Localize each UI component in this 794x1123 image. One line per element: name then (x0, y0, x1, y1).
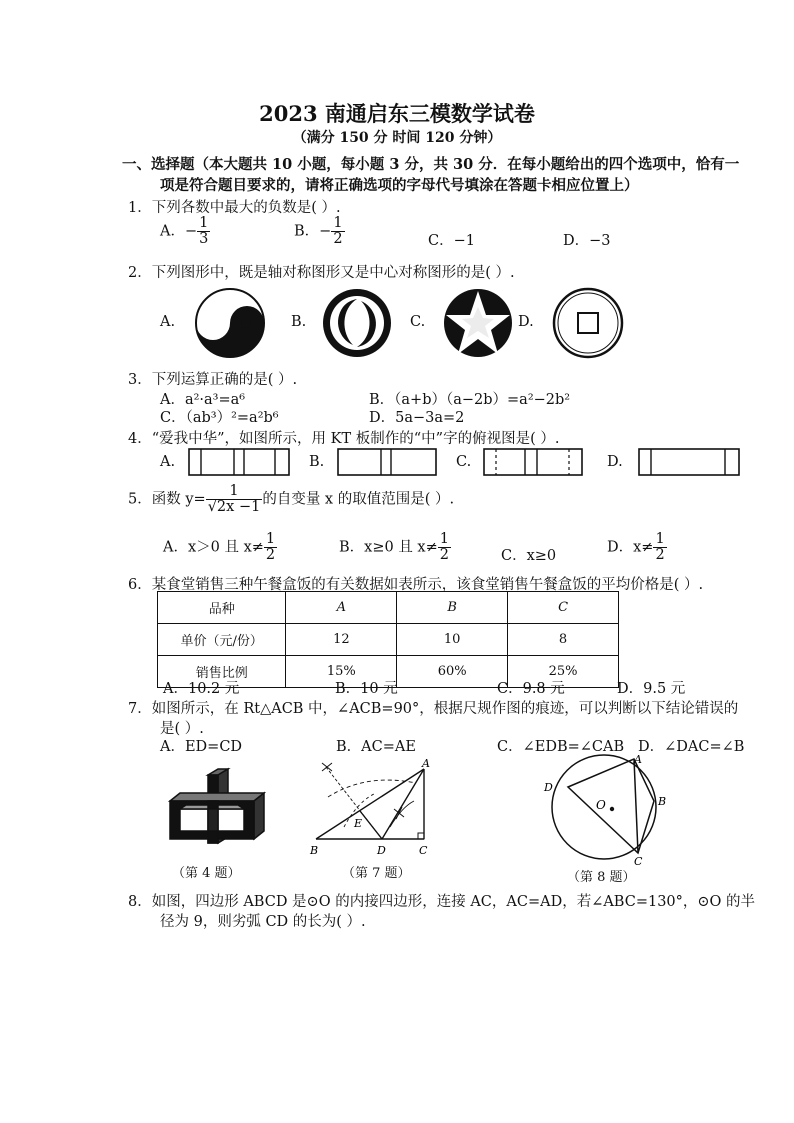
q5-b-den: 2 (439, 547, 449, 564)
table-cell: 12 (286, 624, 397, 656)
q4-view-a-icon (188, 448, 290, 476)
q5-stem-post: 的自变量 x 的取值范围是( ）. (262, 491, 455, 508)
table-cell: 10 (397, 624, 508, 656)
q3-stem: 3．下列运算正确的是( ）. (128, 372, 298, 388)
q4-view-d-icon (638, 448, 740, 476)
q6-option-b[interactable]: B．10 元 (335, 681, 398, 697)
q2-option-d[interactable]: D. (518, 314, 534, 330)
section-heading-cont: 项是符合题目要求的，请将正确选项的字母代号填涂在答题卡相应位置上） (160, 177, 639, 194)
q4-view-b-icon (337, 448, 437, 476)
q7-option-a[interactable]: A．ED=CD (160, 739, 243, 755)
q1-b-num: 1 (333, 215, 343, 231)
section-heading: 一、选择题（本大题共 10 小题，每小题 3 分，共 30 分．在每小题给出的四个选项中，恰有一 (122, 156, 740, 173)
q4-option-b[interactable]: B. (309, 454, 325, 470)
q5-a-pre: A．x＞0 且 x≠ (163, 539, 264, 556)
table-header-cell: C (508, 592, 619, 624)
fig8-label-d: D (544, 781, 553, 794)
fig8-label-c: C (634, 855, 643, 868)
q1-option-b[interactable] (294, 216, 345, 247)
q4-stem: 4．“爱我中华”，如图所示，用 KT 板制作的“中”字的俯视图是( ）. (128, 431, 560, 447)
q5-a-num: 1 (265, 531, 276, 547)
figure-4-caption: （第 4 题） (172, 866, 241, 881)
q5-fraction (206, 484, 263, 515)
q1-option-a[interactable] (160, 216, 210, 247)
fig7-label-b: B (310, 844, 319, 857)
table-row (158, 592, 619, 624)
table-cell: 销售比例 (158, 656, 286, 688)
q6-option-a[interactable]: A．10.2 元 (163, 681, 240, 697)
q7-stem: 7．如图所示，在 Rt△ACB 中，∠ACB=90°，根据尺规作图的痕迹，可以判断以下结论错误的 (128, 701, 739, 717)
q1-b-den: 2 (333, 231, 343, 248)
q3-option-c[interactable]: C．（ab³）²=a²b⁶ (160, 410, 279, 426)
q5-a-den: 2 (265, 547, 276, 564)
figure-7-triangle (306, 757, 442, 861)
table-header-cell: 品种 (158, 592, 286, 624)
q8-stem: 8．如图，四边形 ABCD 是⊙O 的内接四边形，连接 AC，AC=AD，若∠ABC=130°，⊙O 的半 (128, 894, 756, 910)
q1-a-den: 3 (199, 231, 209, 248)
page-subtitle: （满分 150 分 时间 120 分钟） (292, 130, 502, 146)
figure-4-zhong-icon (164, 767, 276, 855)
table-cell: 8 (508, 624, 619, 656)
table-cell: 单价（元/份） (158, 624, 286, 656)
q1-option-d[interactable]: D．−3 (563, 233, 611, 249)
fig8-label-b: B (658, 795, 667, 808)
q5-option-d[interactable] (607, 532, 667, 563)
table-header-cell: B (397, 592, 508, 624)
q1-a-fraction (197, 216, 210, 247)
q2-option-b[interactable]: B. (291, 314, 307, 330)
q1-a-sign: − (184, 223, 198, 240)
q5-b-num: 1 (439, 531, 449, 547)
q5-d-fraction (653, 532, 666, 563)
fig8-label-a: A (634, 753, 642, 766)
q5-stem-pre: 5．函数 y= (128, 491, 206, 508)
yin-yang-icon (194, 287, 266, 359)
figure-8-caption: （第 8 题） (567, 870, 636, 885)
fig8-label-o: O (596, 798, 606, 812)
q5-d-num: 1 (655, 531, 665, 547)
table-header-cell: A (286, 592, 397, 624)
q4-option-d[interactable]: D. (607, 454, 623, 470)
q7-option-b[interactable]: B．AC=AE (336, 739, 416, 755)
fig7-label-a: A (422, 757, 430, 770)
q5-d-den: 2 (655, 547, 665, 564)
table-row (158, 624, 619, 656)
q7-stem-cont: 是( ）. (160, 721, 204, 737)
q5-b-pre: B．x≥0 且 x≠ (339, 539, 438, 556)
q5-den: √2x −1 (207, 499, 261, 516)
q4-view-c-icon (483, 448, 583, 476)
q2-option-c[interactable]: C. (410, 314, 426, 330)
q5-stem (128, 484, 454, 515)
q7-option-d[interactable]: D．∠DAC=∠B (638, 739, 745, 755)
q1-a-num: 1 (199, 215, 209, 231)
q6-table (157, 591, 619, 688)
q4-option-a[interactable]: A. (160, 454, 176, 470)
q1-a-label: A． (160, 223, 185, 240)
page-title: 2023 南通启东三模数学试卷 (259, 101, 535, 126)
q3-option-a[interactable]: A．a²·a³=a⁶ (160, 392, 246, 408)
q5-num: 1 (206, 484, 263, 500)
table-cell: 60% (397, 656, 508, 688)
q5-option-b[interactable] (339, 532, 451, 563)
q7-option-c[interactable]: C．∠EDB=∠CAB (497, 739, 625, 755)
q8-stem-cont: 径为 9，则劣弧 CD 的长为( ）. (160, 914, 366, 930)
q3-option-d[interactable]: D．5a−3a=2 (369, 410, 465, 426)
q1-b-fraction (331, 216, 344, 247)
table-cell: 25% (508, 656, 619, 688)
q5-d-pre: D．x≠ (607, 539, 654, 556)
q1-b-label: B． (294, 223, 320, 240)
q6-option-c[interactable]: C．9.8 元 (497, 681, 565, 697)
fig7-label-d: D (377, 844, 386, 857)
table-cell: 15% (286, 656, 397, 688)
fig7-label-c: C (419, 844, 428, 857)
q2-option-a[interactable]: A. (160, 314, 176, 330)
q6-option-d[interactable]: D．9.5 元 (617, 681, 686, 697)
fig7-label-e: E (354, 817, 363, 830)
q6-stem: 6．某食堂销售三种午餐盒饭的有关数据如表所示，该食堂销售午餐盒饭的平均价格是( ）. (128, 577, 704, 593)
fig8-center-point (610, 807, 614, 811)
q1-b-sign: − (319, 223, 332, 240)
star-icon (442, 287, 514, 359)
figure-7-caption: （第 7 题） (342, 866, 411, 881)
q5-option-a[interactable] (163, 532, 277, 563)
q1-stem: 1．下列各数中最大的负数是( ）. (128, 200, 341, 216)
q1-option-c[interactable]: C．−1 (428, 233, 475, 249)
q3-option-b[interactable]: B．（a+b）（a−2b）=a²−2b² (369, 392, 571, 408)
swirl-icon (321, 287, 393, 359)
q2-stem: 2．下列图形中，既是轴对称图形又是中心对称图形的是( ）. (128, 265, 515, 281)
q5-option-c[interactable]: C．x≥0 (501, 548, 557, 564)
q5-a-fraction (264, 532, 277, 563)
figure-8-circle (538, 749, 674, 869)
q4-option-c[interactable]: C. (456, 454, 472, 470)
coin-icon (552, 287, 624, 359)
q5-b-fraction (438, 532, 451, 563)
